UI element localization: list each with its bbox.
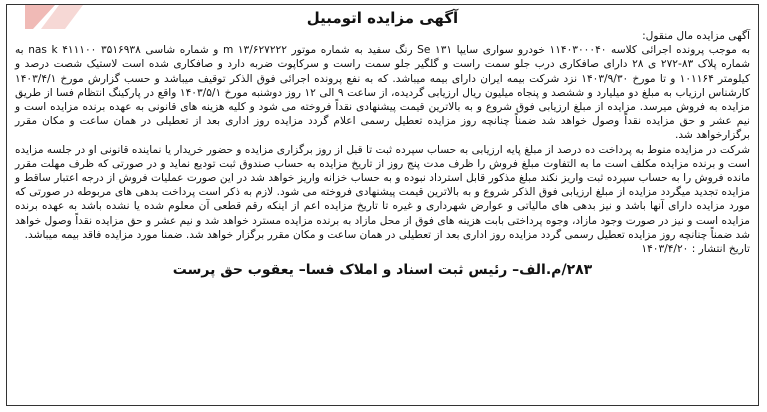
notice-paragraph-details: به موجب پرونده اجرائی کلاسه ۱۱۴۰۳۰۰۰۴۰ خودرو سواری سایپا ۱۳۱ Se رنگ سفید به شماره موتور m ۱۳/۶۲۷۲۲۲ و شماره شاسی nas k ۴۱۱۱۰۰ ۳۵۱۶۹۳۸ به شماره پلاک ۸۳-۲۷۲ ی ۲۸ دارای صافکاری درب جلو سمت راست و گلگیر جلو سمت راست و سرکاپوت ضربه دارد و صافکاری شده است لاستیک شصت درصد و کیلومتر ۱۰۱۱۶۴ و تا مورخ ۱۴۰۳/۹/۳۰ نزد شرکت بیمه ایران دارای بیمه میباشد. که به نفع پرونده اجرائی فوق الذکر توقیف میباشد و حسب گزارش مورخ ۱۴۰۳/۴/۱ کارشناس ارزیاب به مبلغ دو میلیارد و ششصد و پنجاه میلیون ریال ارزیابی گردیده، از ساعت ۹ الی ۱۲ روز دوشنبه مورخ ۱۴۰۳/۵/۱ واقع در پارکینگ انتظام فسا از طریق مزایده به فروش میرسد. مزایده از مبلغ ارزیابی فوق شروع و به بالاترین قیمت پیشنهادی نقداً فروخته می شود و کلیه هزینه های قانونی به عهده برنده مزایده است و نیم عشر و حق مزایده نقداً وصول خواهد شد ضمناً چنانچه روز مزایده تعطیل رسمی اعلام گردد مزایده روز اداری بعد از تعطیلی در همان ساعت و مکان مقرر برگزارخواهد شد. <box>15 44 751 142</box>
notice-title: آگهی مزایده اتومبیل <box>306 9 459 27</box>
publish-date: تاریخ انتشار : ۱۴۰۳/۴/۲۰ <box>641 243 750 256</box>
corner-decoration-icon <box>25 5 95 29</box>
notice-heading-line: آگهی مزایده مال منقول: <box>642 30 750 42</box>
notice-signature: ۲۸۳/م.الف– رئیس ثبت اسناد و املاک فسا– یعقوب حق پرست <box>172 262 593 279</box>
notice-frame <box>6 4 759 406</box>
notice-paragraph-conditions: شرکت در مزایده منوط به پرداخت ده درصد از مبلغ پایه ارزیابی به حساب سپرده ثبت تا قبل از روز برگزاری مزایده و حضور خریدار یا نماینده قانونی او در جلسه مزایده است و برنده مزایده مکلف است ما به التفاوت مبلغ فروش را ظرف مدت پنج روز از تاریخ مزایده به حساب صندوق ثبت تودیع نماید و در صورتی که ظرف مهلت مقرر مانده فروش را به حساب سپرده ثبت واریز نکند مبلغ مذکور قابل استرداد نبوده و به حساب خزانه واریز خواهد شد در این صورت عملیات فروش از درجه اعتبار ساقط و مزایده تجدید میگردد مزایده از مبلغ ارزیابی فوق الذکر شروع و به بالاترین قیمت پیشنهادی فروخته می شود. لازم به ذکر است پرداخت بدهی های مربوطه در صورتی که مورد مزایده دارای آنها باشد و نیز بدهی های مالیاتی و عوارض شهرداری و غیره تا تاریخ مزایده اعم از اینکه رقم قطعی آن معلوم شده یا نشده باشد به عهده برنده مزایده است و نیز در صورت وجود مازاد، وجوه پرداختی بابت هزینه های فوق از محل مازاد به برنده مزایده مسترد خواهد شد و نیم عشر و حق مزایده نقداً وصول خواهد شد ضمناً چنانچه روز مزایده تعطیل رسمی گردد مزایده روز اداری بعد از تعطیلی در همان ساعت و مکان مقرر برگزار خواهد شد. ضمنا مورد مزایده فاقد بیمه میباشد. <box>15 143 750 241</box>
notice-body <box>7 29 758 256</box>
